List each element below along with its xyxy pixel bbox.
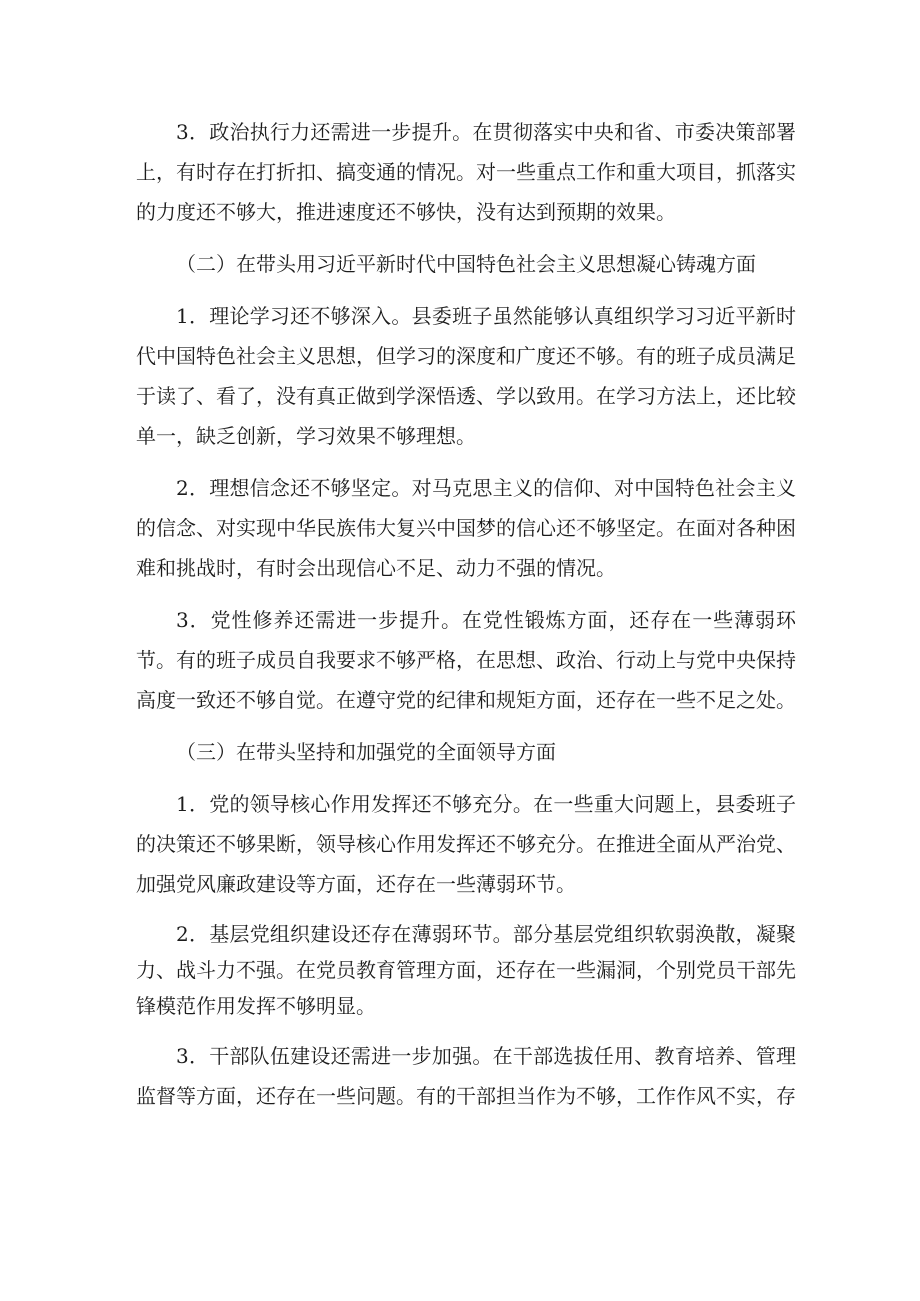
paragraph-grassroots-organizations: 2．基层党组织建设还存在薄弱环节。部分基层党组织软弱涣散，凝聚力、战斗力不强。在党员教育管理方面，还存在一些漏洞，个别党员干部先锋模范作用发挥不够明显。 [136,922,796,1018]
paragraph-cadre-team: 3．干部队伍建设还需进一步加强。在干部选拔任用、教育培养、管理监督等方面，还存在一些问题。有的干部担当作为不够，工作作风不实，存 [136,1044,796,1108]
paragraph-party-spirit: 3．党性修养还需进一步提升。在党性锻炼方面，还存在一些薄弱环节。有的班子成员自我要求不够严格，在思想、政治、行动上与党中央保持高度一致还不够自觉。在遵守党的纪律和规矩方面，还存在一些不足之处。 [136,608,796,712]
section-heading-3: （三）在带头坚持和加强党的全面领导方面 [176,740,556,764]
section-heading-2: （二）在带头用习近平新时代中国特色社会主义思想凝心铸魂方面 [176,252,756,276]
paragraph-ideals-beliefs: 2．理想信念还不够坚定。对马克思主义的信仰、对中国特色社会主义的信念、对实现中华民族伟大复兴中国梦的信心还不够坚定。在面对各种困难和挑战时，有时会出现信心不足、动力不强的情况。 [136,476,796,580]
document-body [136,112,796,1116]
paragraph-leadership-core: 1．党的领导核心作用发挥还不够充分。在一些重大问题上，县委班子的决策还不够果断，领导核心作用发挥还不够充分。在推进全面从严治党、加强党风廉政建设等方面，还存在一些薄弱环节。 [136,792,796,896]
paragraph-theory-study: 1．理论学习还不够深入。县委班子虽然能够认真组织学习习近平新时代中国特色社会主义思想，但学习的深度和广度还不够。有的班子成员满足于读了、看了，没有真正做到学深悟透、学以致用。在学习方法上，还比较单一，缺乏创新，学习效果不够理想。 [136,304,796,448]
paragraph-political-execution: 3．政治执行力还需进一步提升。在贯彻落实中央和省、市委决策部署上，有时存在打折扣、搞变通的情况。对一些重点工作和重大项目，抓落实的力度还不够大，推进速度还不够快，没有达到预期的效果。 [136,120,796,224]
